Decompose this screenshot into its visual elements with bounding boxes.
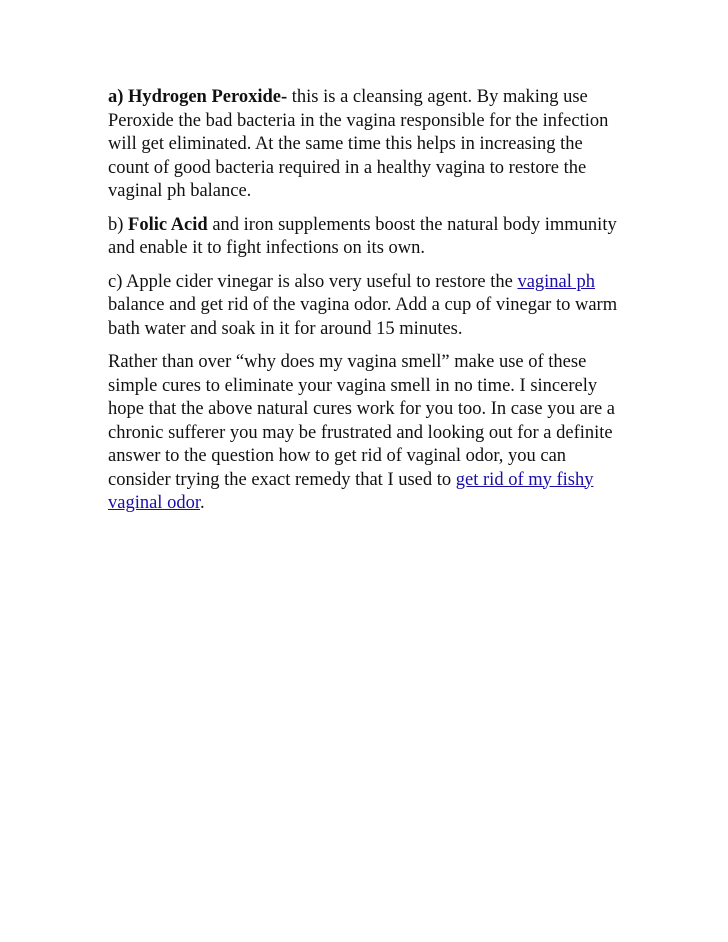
folic-acid-prefix: b) bbox=[108, 214, 129, 235]
paragraph-folic-acid bbox=[108, 214, 623, 261]
folic-acid-text: and iron supplements boost the natural body immunity and enable it to fight infections on its own. bbox=[108, 214, 617, 258]
document-body bbox=[108, 86, 623, 526]
vinegar-text: balance and get rid of the vagina odor. Add a cup of vinegar to warm bath water and soak in it for around 15 minutes. bbox=[108, 295, 618, 339]
conclusion-text: Rather than over “why does my vagina smell” make use of these simple cures to eliminate your vagina smell in no time. I sincerely hope that the above natural cures work for you too. In case you are a chronic sufferer you may be frustrated and looking out for a definite answer to the question how to get rid of vaginal odor, you can consider trying the exact remedy that I used to bbox=[108, 352, 616, 490]
hydrogen-peroxide-heading: a) Hydrogen Peroxide- bbox=[108, 87, 288, 107]
vinegar-prefix: c) Apple cider vinegar is also very useful to restore the bbox=[108, 271, 518, 292]
conclusion-end: . bbox=[199, 493, 205, 513]
fishy-odor-remedy-link[interactable]: get rid of my fishy vaginal odor bbox=[108, 469, 594, 513]
folic-acid-term: Folic Acid bbox=[128, 214, 208, 235]
hydrogen-peroxide-text: this is a cleansing agent. By making use Peroxide the bad bacteria in the vagina responsible for the infection will get eliminated. At the same time this helps in increasing the count of good bacteria required in a healthy vagina to restore the vaginal ph balance. bbox=[108, 87, 609, 201]
vaginal-ph-link[interactable]: vaginal ph bbox=[517, 271, 596, 292]
paragraph-apple-cider-vinegar bbox=[108, 271, 623, 342]
paragraph-hydrogen-peroxide bbox=[108, 86, 623, 204]
paragraph-conclusion bbox=[108, 351, 623, 516]
